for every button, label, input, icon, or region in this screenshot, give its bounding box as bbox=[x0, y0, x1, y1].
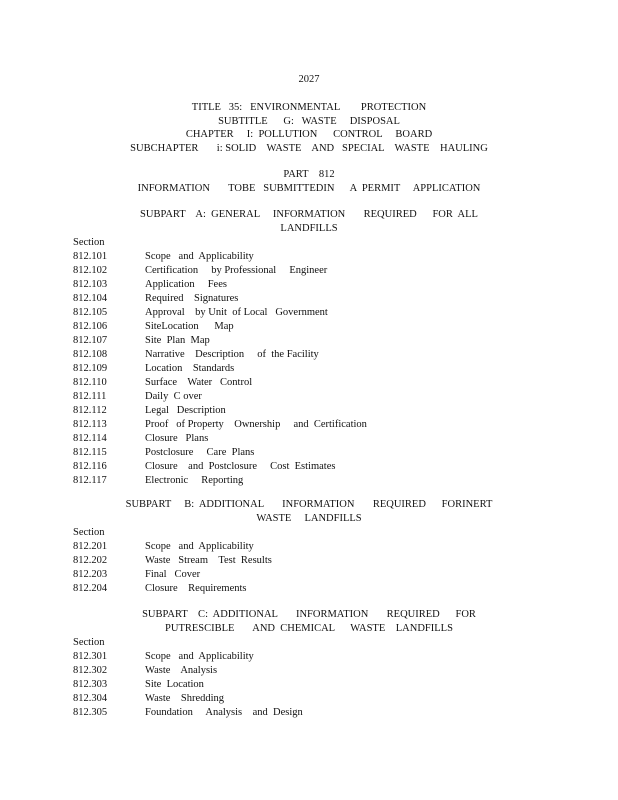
subpart-c-heading: SUBPART C: ADDITIONAL INFORMATION REQUIRED FOR bbox=[142, 609, 476, 620]
section-title: SiteLocation Map bbox=[145, 321, 234, 332]
section-title: Scope and Applicability bbox=[145, 651, 254, 662]
section-number: 812.101 bbox=[73, 251, 108, 262]
section-title: Application Fees bbox=[145, 279, 227, 290]
section-title: Waste Analysis bbox=[145, 665, 218, 676]
section-title: Daily C over bbox=[145, 391, 202, 402]
section-title: Electronic Reporting bbox=[145, 475, 244, 486]
section-title: Site Location bbox=[145, 679, 204, 690]
section-label: Section bbox=[73, 237, 105, 248]
section-number: 812.203 bbox=[73, 569, 108, 580]
subtitle-line: SUBTITLE G: WASTE DISPOSAL bbox=[218, 116, 400, 127]
section-title: Closure Plans bbox=[145, 433, 209, 444]
section-number: 812.105 bbox=[73, 307, 108, 318]
subpart-a-heading: SUBPART A: GENERAL INFORMATION REQUIRED FOR ALL bbox=[140, 209, 478, 220]
section-number: 812.106 bbox=[73, 321, 108, 332]
section-number: 812.114 bbox=[73, 433, 107, 444]
title-line: TITLE 35: ENVIRONMENTAL PROTECTION bbox=[191, 102, 427, 113]
section-number: 812.110 bbox=[73, 377, 107, 388]
section-number: 812.103 bbox=[73, 279, 108, 290]
section-number: 812.113 bbox=[73, 419, 107, 430]
section-number: 812.303 bbox=[73, 679, 108, 690]
section-title: Site Plan Map bbox=[145, 335, 210, 346]
section-number: 812.302 bbox=[73, 665, 108, 676]
section-number: 812.305 bbox=[73, 707, 108, 718]
section-title: Required Signatures bbox=[145, 293, 239, 304]
subpart-c-heading-line2: PUTRESCIBLE AND CHEMICAL WASTE LANDFILLS bbox=[165, 623, 453, 634]
subpart-b-heading-line2: WASTE LANDFILLS bbox=[256, 513, 362, 524]
part-title: INFORMATION TOBE SUBMITTEDIN A PERMIT APPLICATION bbox=[137, 183, 481, 194]
section-number: 812.204 bbox=[73, 583, 108, 594]
section-title: Surface Water Control bbox=[145, 377, 253, 388]
page-number: 2027 bbox=[298, 74, 320, 85]
section-number: 812.102 bbox=[73, 265, 108, 276]
section-number: 812.201 bbox=[73, 541, 108, 552]
section-title: Closure Requirements bbox=[145, 583, 247, 594]
section-title: Foundation Analysis and Design bbox=[145, 707, 303, 718]
section-label: Section bbox=[73, 637, 105, 648]
section-title: Postclosure Care Plans bbox=[145, 447, 255, 458]
section-label: Section bbox=[73, 527, 105, 538]
section-number: 812.116 bbox=[73, 461, 107, 472]
section-title: Proof of Property Ownership and Certification bbox=[145, 419, 367, 430]
subpart-a-heading-line2: LANDFILLS bbox=[280, 223, 338, 234]
section-title: Location Standards bbox=[145, 363, 235, 374]
section-number: 812.304 bbox=[73, 693, 108, 704]
section-title: Certification by Professional Engineer bbox=[145, 265, 328, 276]
section-title: Narrative Description of the Facility bbox=[145, 349, 319, 360]
section-number: 812.104 bbox=[73, 293, 108, 304]
section-title: Closure and Postclosure Cost Estimates bbox=[145, 461, 336, 472]
section-number: 812.117 bbox=[73, 475, 107, 486]
subchapter-line: SUBCHAPTER i: SOLID WASTE AND SPECIAL WASTE HAULING bbox=[130, 143, 488, 154]
subpart-b-heading: SUBPART B: ADDITIONAL INFORMATION REQUIRED FORINERT bbox=[125, 499, 493, 510]
section-number: 812.115 bbox=[73, 447, 107, 458]
section-number: 812.112 bbox=[73, 405, 107, 416]
section-number: 812.111 bbox=[73, 391, 107, 402]
section-number: 812.107 bbox=[73, 335, 108, 346]
section-title: Waste Shredding bbox=[145, 693, 225, 704]
section-title: Scope and Applicability bbox=[145, 541, 254, 552]
section-title: Approval by Unit of Local Government bbox=[145, 307, 328, 318]
section-number: 812.108 bbox=[73, 349, 108, 360]
section-title: Waste Stream Test Results bbox=[145, 555, 272, 566]
section-title: Final Cover bbox=[145, 569, 201, 580]
section-title: Legal Description bbox=[145, 405, 226, 416]
chapter-line: CHAPTER I: POLLUTION CONTROL BOARD bbox=[185, 129, 433, 140]
part-number: PART 812 bbox=[283, 169, 335, 180]
section-number: 812.202 bbox=[73, 555, 108, 566]
section-number: 812.109 bbox=[73, 363, 108, 374]
section-title: Scope and Applicability bbox=[145, 251, 254, 262]
section-number: 812.301 bbox=[73, 651, 108, 662]
